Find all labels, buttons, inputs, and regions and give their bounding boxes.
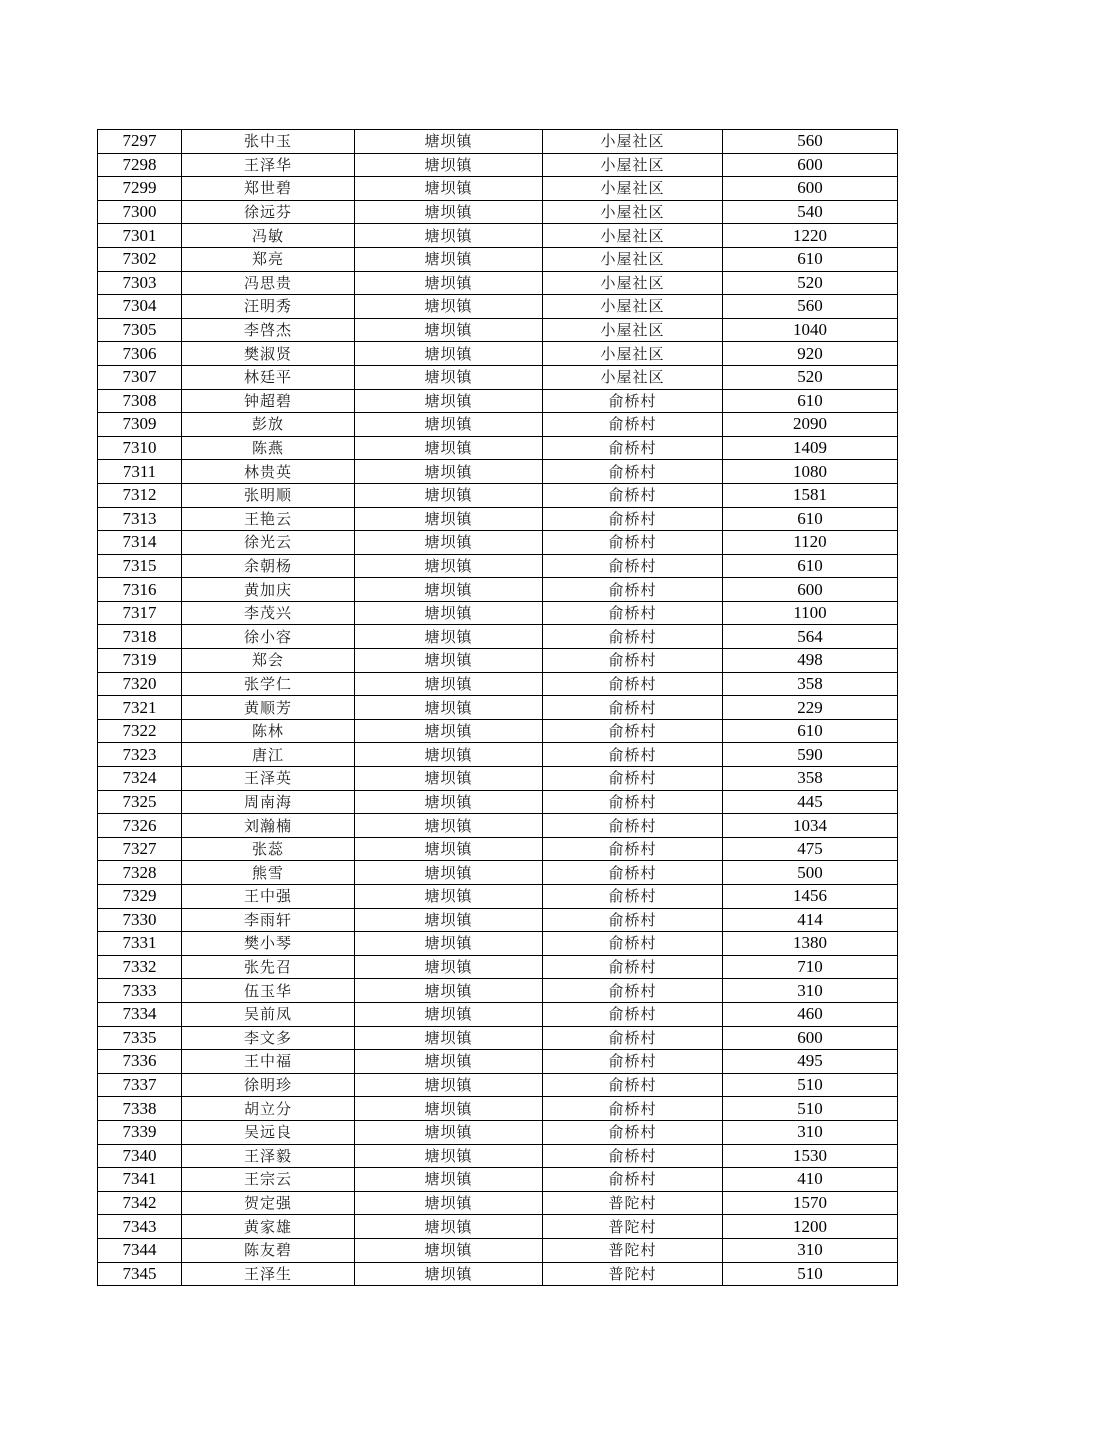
table-row — [98, 200, 898, 224]
town-cell: 塘坝镇 — [355, 1191, 543, 1215]
row-number-cell: 7306 — [98, 342, 182, 366]
town-cell: 塘坝镇 — [355, 342, 543, 366]
village-cell: 俞桥村 — [543, 436, 723, 460]
amount-cell: 1220 — [723, 224, 898, 248]
town-cell: 塘坝镇 — [355, 861, 543, 885]
village-cell: 俞桥村 — [543, 531, 723, 555]
village-cell: 俞桥村 — [543, 1050, 723, 1074]
amount-cell: 310 — [723, 1238, 898, 1262]
amount-cell: 1100 — [723, 601, 898, 625]
table-row — [98, 743, 898, 767]
table-body — [98, 130, 898, 1286]
row-number-cell: 7316 — [98, 578, 182, 602]
row-number-cell: 7300 — [98, 200, 182, 224]
name-cell: 王泽华 — [182, 153, 355, 177]
town-cell: 塘坝镇 — [355, 554, 543, 578]
name-cell: 林廷平 — [182, 365, 355, 389]
table-row — [98, 1002, 898, 1026]
town-cell: 塘坝镇 — [355, 1120, 543, 1144]
row-number-cell: 7336 — [98, 1050, 182, 1074]
village-cell: 俞桥村 — [543, 979, 723, 1003]
name-cell: 徐明珍 — [182, 1073, 355, 1097]
amount-cell: 510 — [723, 1097, 898, 1121]
row-number-cell: 7339 — [98, 1120, 182, 1144]
row-number-cell: 7344 — [98, 1238, 182, 1262]
row-number-cell: 7318 — [98, 625, 182, 649]
name-cell: 彭放 — [182, 413, 355, 437]
amount-cell: 500 — [723, 861, 898, 885]
name-cell: 王宗云 — [182, 1168, 355, 1192]
amount-cell: 1581 — [723, 483, 898, 507]
town-cell: 塘坝镇 — [355, 389, 543, 413]
town-cell: 塘坝镇 — [355, 1215, 543, 1239]
name-cell: 张学仁 — [182, 672, 355, 696]
table-row — [98, 460, 898, 484]
amount-cell: 475 — [723, 837, 898, 861]
row-number-cell: 7337 — [98, 1073, 182, 1097]
village-cell: 俞桥村 — [543, 554, 723, 578]
row-number-cell: 7301 — [98, 224, 182, 248]
row-number-cell: 7328 — [98, 861, 182, 885]
town-cell: 塘坝镇 — [355, 672, 543, 696]
row-number-cell: 7330 — [98, 908, 182, 932]
town-cell: 塘坝镇 — [355, 578, 543, 602]
amount-cell: 610 — [723, 719, 898, 743]
row-number-cell: 7341 — [98, 1168, 182, 1192]
village-cell: 俞桥村 — [543, 1097, 723, 1121]
name-cell: 张先召 — [182, 955, 355, 979]
table-row — [98, 1120, 898, 1144]
amount-cell: 310 — [723, 979, 898, 1003]
town-cell: 塘坝镇 — [355, 932, 543, 956]
row-number-cell: 7333 — [98, 979, 182, 1003]
amount-cell: 610 — [723, 247, 898, 271]
village-cell: 俞桥村 — [543, 389, 723, 413]
town-cell: 塘坝镇 — [355, 1168, 543, 1192]
row-number-cell: 7317 — [98, 601, 182, 625]
town-cell: 塘坝镇 — [355, 247, 543, 271]
row-number-cell: 7342 — [98, 1191, 182, 1215]
town-cell: 塘坝镇 — [355, 601, 543, 625]
town-cell: 塘坝镇 — [355, 814, 543, 838]
name-cell: 黄家雄 — [182, 1215, 355, 1239]
town-cell: 塘坝镇 — [355, 295, 543, 319]
amount-cell: 1034 — [723, 814, 898, 838]
amount-cell: 560 — [723, 295, 898, 319]
row-number-cell: 7340 — [98, 1144, 182, 1168]
village-cell: 小屋社区 — [543, 224, 723, 248]
row-number-cell: 7343 — [98, 1215, 182, 1239]
name-cell: 张中玉 — [182, 130, 355, 154]
village-cell: 普陀村 — [543, 1215, 723, 1239]
table-row — [98, 295, 898, 319]
amount-cell: 600 — [723, 578, 898, 602]
town-cell: 塘坝镇 — [355, 979, 543, 1003]
village-cell: 俞桥村 — [543, 719, 723, 743]
table-row — [98, 318, 898, 342]
table-row — [98, 979, 898, 1003]
name-cell: 王中福 — [182, 1050, 355, 1074]
amount-cell: 1409 — [723, 436, 898, 460]
row-number-cell: 7321 — [98, 696, 182, 720]
name-cell: 李文多 — [182, 1026, 355, 1050]
table-row — [98, 1144, 898, 1168]
name-cell: 吴远良 — [182, 1120, 355, 1144]
row-number-cell: 7297 — [98, 130, 182, 154]
name-cell: 王泽毅 — [182, 1144, 355, 1168]
town-cell: 塘坝镇 — [355, 1262, 543, 1286]
name-cell: 吴前凤 — [182, 1002, 355, 1026]
town-cell: 塘坝镇 — [355, 413, 543, 437]
row-number-cell: 7329 — [98, 885, 182, 909]
amount-cell: 410 — [723, 1168, 898, 1192]
town-cell: 塘坝镇 — [355, 1002, 543, 1026]
table-row — [98, 531, 898, 555]
town-cell: 塘坝镇 — [355, 625, 543, 649]
table-row — [98, 1026, 898, 1050]
table-row — [98, 625, 898, 649]
table-row — [98, 1262, 898, 1286]
village-cell: 小屋社区 — [543, 130, 723, 154]
town-cell: 塘坝镇 — [355, 743, 543, 767]
town-cell: 塘坝镇 — [355, 1097, 543, 1121]
amount-cell: 610 — [723, 554, 898, 578]
row-number-cell: 7304 — [98, 295, 182, 319]
table-row — [98, 247, 898, 271]
name-cell: 伍玉华 — [182, 979, 355, 1003]
row-number-cell: 7308 — [98, 389, 182, 413]
village-cell: 俞桥村 — [543, 814, 723, 838]
table-row — [98, 342, 898, 366]
amount-cell: 1380 — [723, 932, 898, 956]
amount-cell: 600 — [723, 177, 898, 201]
village-cell: 俞桥村 — [543, 955, 723, 979]
table-row — [98, 885, 898, 909]
name-cell: 汪明秀 — [182, 295, 355, 319]
amount-cell: 460 — [723, 1002, 898, 1026]
village-cell: 俞桥村 — [543, 1002, 723, 1026]
name-cell: 徐光云 — [182, 531, 355, 555]
village-cell: 小屋社区 — [543, 200, 723, 224]
table-row — [98, 436, 898, 460]
town-cell: 塘坝镇 — [355, 1073, 543, 1097]
name-cell: 黄顺芳 — [182, 696, 355, 720]
row-number-cell: 7326 — [98, 814, 182, 838]
village-cell: 俞桥村 — [543, 932, 723, 956]
name-cell: 胡立分 — [182, 1097, 355, 1121]
village-cell: 普陀村 — [543, 1191, 723, 1215]
village-cell: 俞桥村 — [543, 1073, 723, 1097]
amount-cell: 600 — [723, 1026, 898, 1050]
table-row — [98, 932, 898, 956]
village-cell: 俞桥村 — [543, 649, 723, 673]
row-number-cell: 7299 — [98, 177, 182, 201]
amount-cell: 600 — [723, 153, 898, 177]
row-number-cell: 7311 — [98, 460, 182, 484]
name-cell: 徐远芬 — [182, 200, 355, 224]
village-cell: 小屋社区 — [543, 177, 723, 201]
amount-cell: 445 — [723, 790, 898, 814]
town-cell: 塘坝镇 — [355, 153, 543, 177]
name-cell: 冯思贵 — [182, 271, 355, 295]
data-table — [97, 129, 898, 1286]
row-number-cell: 7303 — [98, 271, 182, 295]
name-cell: 周南海 — [182, 790, 355, 814]
village-cell: 小屋社区 — [543, 365, 723, 389]
town-cell: 塘坝镇 — [355, 767, 543, 791]
village-cell: 俞桥村 — [543, 861, 723, 885]
amount-cell: 310 — [723, 1120, 898, 1144]
name-cell: 王艳云 — [182, 507, 355, 531]
town-cell: 塘坝镇 — [355, 507, 543, 531]
row-number-cell: 7319 — [98, 649, 182, 673]
row-number-cell: 7325 — [98, 790, 182, 814]
name-cell: 张明顺 — [182, 483, 355, 507]
town-cell: 塘坝镇 — [355, 460, 543, 484]
village-cell: 俞桥村 — [543, 1144, 723, 1168]
amount-cell: 520 — [723, 271, 898, 295]
name-cell: 王泽英 — [182, 767, 355, 791]
town-cell: 塘坝镇 — [355, 837, 543, 861]
town-cell: 塘坝镇 — [355, 271, 543, 295]
row-number-cell: 7335 — [98, 1026, 182, 1050]
village-cell: 俞桥村 — [543, 413, 723, 437]
name-cell: 余朝杨 — [182, 554, 355, 578]
row-number-cell: 7332 — [98, 955, 182, 979]
name-cell: 樊小琴 — [182, 932, 355, 956]
village-cell: 小屋社区 — [543, 295, 723, 319]
table-row — [98, 1191, 898, 1215]
row-number-cell: 7309 — [98, 413, 182, 437]
table-row — [98, 696, 898, 720]
town-cell: 塘坝镇 — [355, 483, 543, 507]
village-cell: 俞桥村 — [543, 672, 723, 696]
table-row — [98, 153, 898, 177]
name-cell: 冯敏 — [182, 224, 355, 248]
village-cell: 小屋社区 — [543, 247, 723, 271]
table-row — [98, 130, 898, 154]
name-cell: 唐江 — [182, 743, 355, 767]
table-row — [98, 413, 898, 437]
table-row — [98, 365, 898, 389]
row-number-cell: 7320 — [98, 672, 182, 696]
town-cell: 塘坝镇 — [355, 1026, 543, 1050]
town-cell: 塘坝镇 — [355, 1238, 543, 1262]
name-cell: 林贵英 — [182, 460, 355, 484]
name-cell: 黄加庆 — [182, 578, 355, 602]
amount-cell: 1200 — [723, 1215, 898, 1239]
table-row — [98, 224, 898, 248]
table-row — [98, 908, 898, 932]
name-cell: 樊淑贤 — [182, 342, 355, 366]
row-number-cell: 7327 — [98, 837, 182, 861]
town-cell: 塘坝镇 — [355, 955, 543, 979]
amount-cell: 610 — [723, 507, 898, 531]
village-cell: 普陀村 — [543, 1238, 723, 1262]
village-cell: 俞桥村 — [543, 908, 723, 932]
table-row — [98, 1097, 898, 1121]
table-row — [98, 814, 898, 838]
amount-cell: 540 — [723, 200, 898, 224]
table-row — [98, 389, 898, 413]
amount-cell: 1080 — [723, 460, 898, 484]
amount-cell: 610 — [723, 389, 898, 413]
town-cell: 塘坝镇 — [355, 908, 543, 932]
amount-cell: 1570 — [723, 1191, 898, 1215]
name-cell: 陈林 — [182, 719, 355, 743]
village-cell: 俞桥村 — [543, 483, 723, 507]
amount-cell: 2090 — [723, 413, 898, 437]
village-cell: 俞桥村 — [543, 767, 723, 791]
village-cell: 俞桥村 — [543, 837, 723, 861]
table-row — [98, 672, 898, 696]
town-cell: 塘坝镇 — [355, 885, 543, 909]
table-row — [98, 177, 898, 201]
name-cell: 郑亮 — [182, 247, 355, 271]
village-cell: 小屋社区 — [543, 271, 723, 295]
village-cell: 俞桥村 — [543, 885, 723, 909]
village-cell: 俞桥村 — [543, 625, 723, 649]
row-number-cell: 7298 — [98, 153, 182, 177]
table-row — [98, 601, 898, 625]
amount-cell: 358 — [723, 767, 898, 791]
table-row — [98, 1168, 898, 1192]
village-cell: 普陀村 — [543, 1262, 723, 1286]
town-cell: 塘坝镇 — [355, 790, 543, 814]
table-row — [98, 1238, 898, 1262]
amount-cell: 414 — [723, 908, 898, 932]
amount-cell: 1530 — [723, 1144, 898, 1168]
row-number-cell: 7307 — [98, 365, 182, 389]
amount-cell: 564 — [723, 625, 898, 649]
village-cell: 俞桥村 — [543, 743, 723, 767]
name-cell: 张蕊 — [182, 837, 355, 861]
town-cell: 塘坝镇 — [355, 200, 543, 224]
name-cell: 李茂兴 — [182, 601, 355, 625]
village-cell: 俞桥村 — [543, 1120, 723, 1144]
amount-cell: 1456 — [723, 885, 898, 909]
amount-cell: 560 — [723, 130, 898, 154]
town-cell: 塘坝镇 — [355, 224, 543, 248]
name-cell: 徐小容 — [182, 625, 355, 649]
row-number-cell: 7312 — [98, 483, 182, 507]
amount-cell: 710 — [723, 955, 898, 979]
table-row — [98, 507, 898, 531]
table-row — [98, 955, 898, 979]
name-cell: 郑会 — [182, 649, 355, 673]
town-cell: 塘坝镇 — [355, 130, 543, 154]
village-cell: 小屋社区 — [543, 342, 723, 366]
amount-cell: 495 — [723, 1050, 898, 1074]
row-number-cell: 7322 — [98, 719, 182, 743]
table-row — [98, 1050, 898, 1074]
amount-cell: 510 — [723, 1073, 898, 1097]
name-cell: 李雨轩 — [182, 908, 355, 932]
village-cell: 俞桥村 — [543, 460, 723, 484]
amount-cell: 510 — [723, 1262, 898, 1286]
table-row — [98, 719, 898, 743]
amount-cell: 520 — [723, 365, 898, 389]
town-cell: 塘坝镇 — [355, 1144, 543, 1168]
town-cell: 塘坝镇 — [355, 177, 543, 201]
amount-cell: 498 — [723, 649, 898, 673]
table-row — [98, 767, 898, 791]
town-cell: 塘坝镇 — [355, 649, 543, 673]
village-cell: 俞桥村 — [543, 1168, 723, 1192]
row-number-cell: 7305 — [98, 318, 182, 342]
town-cell: 塘坝镇 — [355, 318, 543, 342]
town-cell: 塘坝镇 — [355, 436, 543, 460]
name-cell: 陈友碧 — [182, 1238, 355, 1262]
amount-cell: 920 — [723, 342, 898, 366]
name-cell: 贺定强 — [182, 1191, 355, 1215]
amount-cell: 229 — [723, 696, 898, 720]
name-cell: 王中强 — [182, 885, 355, 909]
table-row — [98, 861, 898, 885]
village-cell: 俞桥村 — [543, 507, 723, 531]
table-row — [98, 837, 898, 861]
name-cell: 刘瀚楠 — [182, 814, 355, 838]
table-row — [98, 271, 898, 295]
village-cell: 俞桥村 — [543, 601, 723, 625]
village-cell: 俞桥村 — [543, 790, 723, 814]
row-number-cell: 7334 — [98, 1002, 182, 1026]
table-row — [98, 790, 898, 814]
table-row — [98, 1215, 898, 1239]
name-cell: 陈燕 — [182, 436, 355, 460]
village-cell: 俞桥村 — [543, 1026, 723, 1050]
row-number-cell: 7338 — [98, 1097, 182, 1121]
row-number-cell: 7313 — [98, 507, 182, 531]
table-row — [98, 483, 898, 507]
amount-cell: 358 — [723, 672, 898, 696]
town-cell: 塘坝镇 — [355, 696, 543, 720]
name-cell: 王泽生 — [182, 1262, 355, 1286]
village-cell: 俞桥村 — [543, 696, 723, 720]
village-cell: 俞桥村 — [543, 578, 723, 602]
amount-cell: 590 — [723, 743, 898, 767]
table-row — [98, 649, 898, 673]
row-number-cell: 7310 — [98, 436, 182, 460]
name-cell: 郑世碧 — [182, 177, 355, 201]
row-number-cell: 7302 — [98, 247, 182, 271]
name-cell: 李啓杰 — [182, 318, 355, 342]
name-cell: 熊雪 — [182, 861, 355, 885]
row-number-cell: 7314 — [98, 531, 182, 555]
row-number-cell: 7315 — [98, 554, 182, 578]
row-number-cell: 7323 — [98, 743, 182, 767]
row-number-cell: 7331 — [98, 932, 182, 956]
town-cell: 塘坝镇 — [355, 531, 543, 555]
village-cell: 小屋社区 — [543, 318, 723, 342]
town-cell: 塘坝镇 — [355, 719, 543, 743]
town-cell: 塘坝镇 — [355, 365, 543, 389]
table-row — [98, 1073, 898, 1097]
town-cell: 塘坝镇 — [355, 1050, 543, 1074]
village-cell: 小屋社区 — [543, 153, 723, 177]
amount-cell: 1040 — [723, 318, 898, 342]
row-number-cell: 7324 — [98, 767, 182, 791]
name-cell: 钟超碧 — [182, 389, 355, 413]
amount-cell: 1120 — [723, 531, 898, 555]
table-row — [98, 554, 898, 578]
row-number-cell: 7345 — [98, 1262, 182, 1286]
table-row — [98, 578, 898, 602]
